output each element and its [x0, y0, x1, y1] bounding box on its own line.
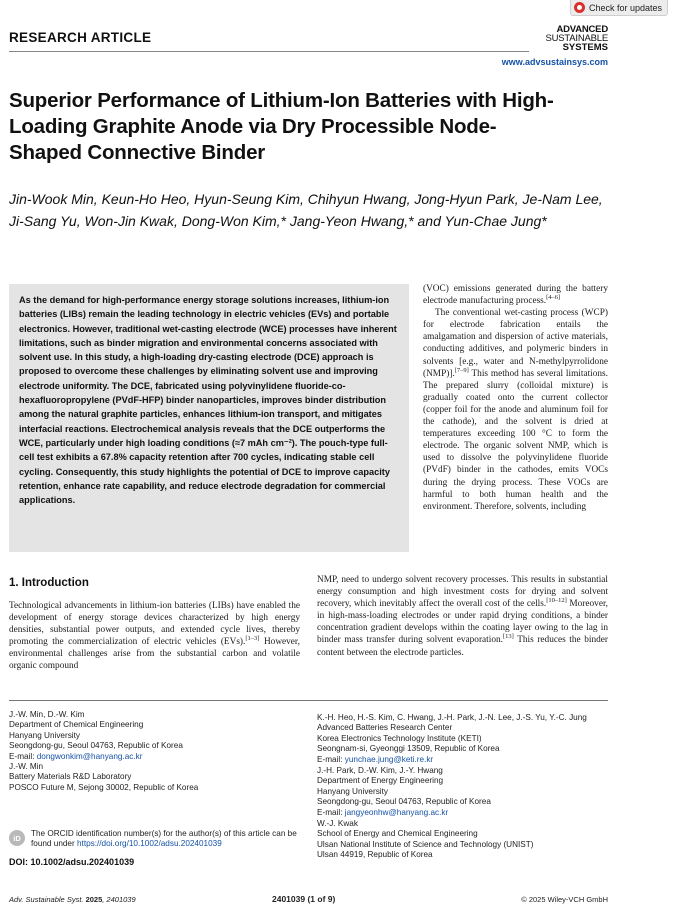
intro-paragraph: (VOC) emissions generated during the battery electrode manufacturing process. — [423, 284, 608, 307]
intro-paragraph: This method has several limitations. The prepared slurry (colloidal mixture) is gradually coated onto the current collector (copper foil for the anode and aluminum foil for the cathode), and the solvent is dried at temperatures exceeding 100 °C to form the electrode. The organic solvent NMP, which is used to dissolve the polyvinylidene fluoride (PVdF) binder in the cathodes, emits VOCs during the drying process. These VOCs are harmful to both human health and the environment. Therefore, solvents, including — [423, 368, 608, 512]
affiliation-line: Seongdong-gu, Seoul 04763, Republic of Korea — [317, 797, 491, 807]
affiliation-divider — [9, 700, 608, 701]
affiliation-authors: J.-W. Min — [9, 762, 44, 772]
citation-link[interactable]: [1–3] — [245, 635, 260, 643]
intro-left-column — [9, 600, 300, 673]
affiliation-line: Ulsan National Institute of Science and Technology (UNIST) — [317, 839, 534, 849]
email-label: E-mail: — [317, 754, 345, 764]
footer-journal: Adv. Sustainable Syst. — [9, 895, 84, 904]
affiliation-line: Ulsan 44919, Republic of Korea — [317, 850, 433, 860]
footer-copyright: © 2025 Wiley-VCH GmbH — [521, 895, 608, 904]
journal-logo-line2: SUSTAINABLE — [545, 33, 608, 44]
affiliation-authors: J.-W. Min, D.-W. Kim — [9, 710, 85, 719]
email-label: E-mail: — [9, 751, 37, 761]
affiliation-authors: W.-J. Kwak — [317, 819, 358, 829]
email-link[interactable]: dongwonkim@hanyang.ac.kr — [36, 751, 143, 761]
citation-link[interactable]: [7–9] — [454, 366, 469, 374]
check-updates-label: Check for updates — [588, 2, 662, 13]
affiliation-line: Korea Electronics Technology Institute (KETI) — [317, 733, 482, 743]
orcid-icon: iD — [9, 830, 25, 846]
citation-link[interactable]: [4–6] — [546, 294, 561, 301]
journal-url-link[interactable]: www.advsustainsys.com — [501, 57, 608, 67]
intro-right-column-top — [423, 283, 608, 513]
article-title: Superior Performance of Lithium-Ion Batteries with High-Loading Graphite Anode via Dry Processible Node-Shaped Connective Binder — [9, 89, 554, 164]
author-list: Jin-Wook Min, Keun-Ho Heo, Hyun-Seung Kim, Chihyun Hwang, Jong-Hyun Park, Je-Nam Lee, Ji-Sang Yu, Won-Jin Kwak, Dong-Won Kim,* Jang-Yeon Hwang,* and Yun-Chae Jung* — [9, 191, 603, 229]
abstract-text: As the demand for high-performance energy storage solutions increases, lithium-ion batteries (LIBs) remain the leading technology in electric vehicles (EVs) and portable electronics. However, traditional wet-casting electrode (WCE) processes have inherent limitations, such as binder migration and environmental concerns associated with solvent use. In this study, a high-loading dry-casting electrode (DCE) approach is proposed to overcome these challenges by eliminating solvent use and improving electrode uniformity. The DCE, fabricated using polyvinylidene fluoride-co-hexafluoropropylene (PVdF-HFP) binder nanoparticles, improves binder distribution among the natural graphite particles, enhances lithium-ion transport, and mitigates interfacial reactions. Electrochemical analysis reveals that the DCE outperforms the WCE, particularly under high loading conditions (≈7 mAh cm⁻²). The pouch-type full-cell test exhibits a 67.8% capacity retention after 700 cycles, indicating stable cell cycling. Consequently, this study highlights the potential of DCE to improve capacity retention, enhance rate capability, and reduce electrode degradation for commercial applications. — [19, 295, 397, 506]
email-link[interactable]: jangyeonhw@hanyang.ac.kr — [344, 807, 449, 817]
intro-paragraph: However, environmental challenges arise from the substantial carbon and volatile organic compound — [9, 637, 300, 672]
affiliations-left — [9, 710, 299, 793]
doi-label: DOI: 10.1002/adsu.202401039 — [9, 857, 135, 867]
footer-year: 2025 — [85, 895, 103, 904]
intro-paragraph: Moreover, in high-mass-loading electrodes or under rapid drying conditions, a binder concentration gradient develops within the coating layer owing to the lag in binder mass transfer during solvent evaporation. — [317, 599, 608, 646]
journal-logo-line3: SYSTEMS — [562, 42, 608, 53]
citation-link[interactable]: [10–12] — [546, 597, 567, 605]
footer-citation — [9, 895, 136, 904]
orcid-note — [9, 829, 304, 850]
affiliation-authors: K.-H. Heo, H.-S. Kim, C. Hwang, J.-H. Park, J.-N. Lee, J.-S. Yu, Y.-C. Jung — [317, 713, 587, 722]
intro-paragraph: This reduces the binder content between the electrode particles. — [317, 635, 608, 658]
affiliation-line: Seongdong-gu, Seoul 04763, Republic of Korea — [9, 741, 183, 751]
affiliation-line: Department of Energy Engineering — [317, 776, 444, 786]
journal-logo — [545, 25, 608, 52]
affiliation-line: Department of Chemical Engineering — [9, 720, 144, 730]
section-label: RESEARCH ARTICLE — [9, 30, 152, 45]
email-label: E-mail: — [317, 807, 345, 817]
affiliation-line: School of Energy and Chemical Engineering — [317, 829, 478, 839]
affiliation-line: Advanced Batteries Research Center — [317, 723, 453, 733]
email-link[interactable]: yunchae.jung@keti.re.kr — [344, 754, 434, 764]
section-heading: 1. Introduction — [9, 577, 89, 589]
affiliation-line: Seongnam-si, Gyeonggi 13509, Republic of Korea — [317, 744, 500, 754]
citation-link[interactable]: [13] — [502, 633, 514, 641]
journal-logo-line1: ADVANCED — [556, 24, 608, 35]
abstract-box — [9, 284, 409, 552]
orcid-text: The ORCID identification number(s) for the author(s) of this article can be found under — [31, 829, 297, 849]
affiliation-line: Battery Materials R&D Laboratory — [9, 772, 132, 782]
footer-article-number: , 2401039 — [102, 895, 136, 904]
affiliation-line: POSCO Future M, Sejong 30002, Republic of Korea — [9, 782, 199, 792]
intro-paragraph: Technological advancements in lithium-ion batteries (LIBs) have enabled the development of energy storage devices characterized by high energy densities, substantial power outputs, and extended cycle lives, thereby promoting the commercialization of electric vehicles (EVs). — [9, 601, 300, 648]
intro-paragraph: NMP, need to undergo solvent recovery processes. This results in substantial energy consumption and high investment costs for drying and solvent recovery, which inevitably affect the overall cost of the cells. — [317, 575, 608, 610]
check-for-updates-button[interactable] — [570, 0, 668, 16]
affiliations-right — [317, 713, 608, 862]
affiliation-line: Hanyang University — [9, 730, 80, 740]
affiliation-authors: J.-H. Park, D.-W. Kim, J.-Y. Hwang — [317, 766, 443, 776]
header-divider — [9, 51, 529, 52]
crossmark-icon — [574, 2, 585, 13]
intro-right-column-bottom — [317, 574, 608, 659]
intro-paragraph: The conventional wet-casting process (WCP) for electrode fabrication entails the amalgamation and dispersion of active materials, conducting additives, and polymeric binders in solvents [e.g., water and N-methylpyrrolidone (NMP)]. — [423, 308, 608, 379]
affiliation-line: Hanyang University — [317, 786, 388, 796]
footer-page-number: 2401039 (1 of 9) — [272, 894, 336, 904]
orcid-link[interactable]: https://doi.org/10.1002/adsu.202401039 — [76, 839, 222, 849]
